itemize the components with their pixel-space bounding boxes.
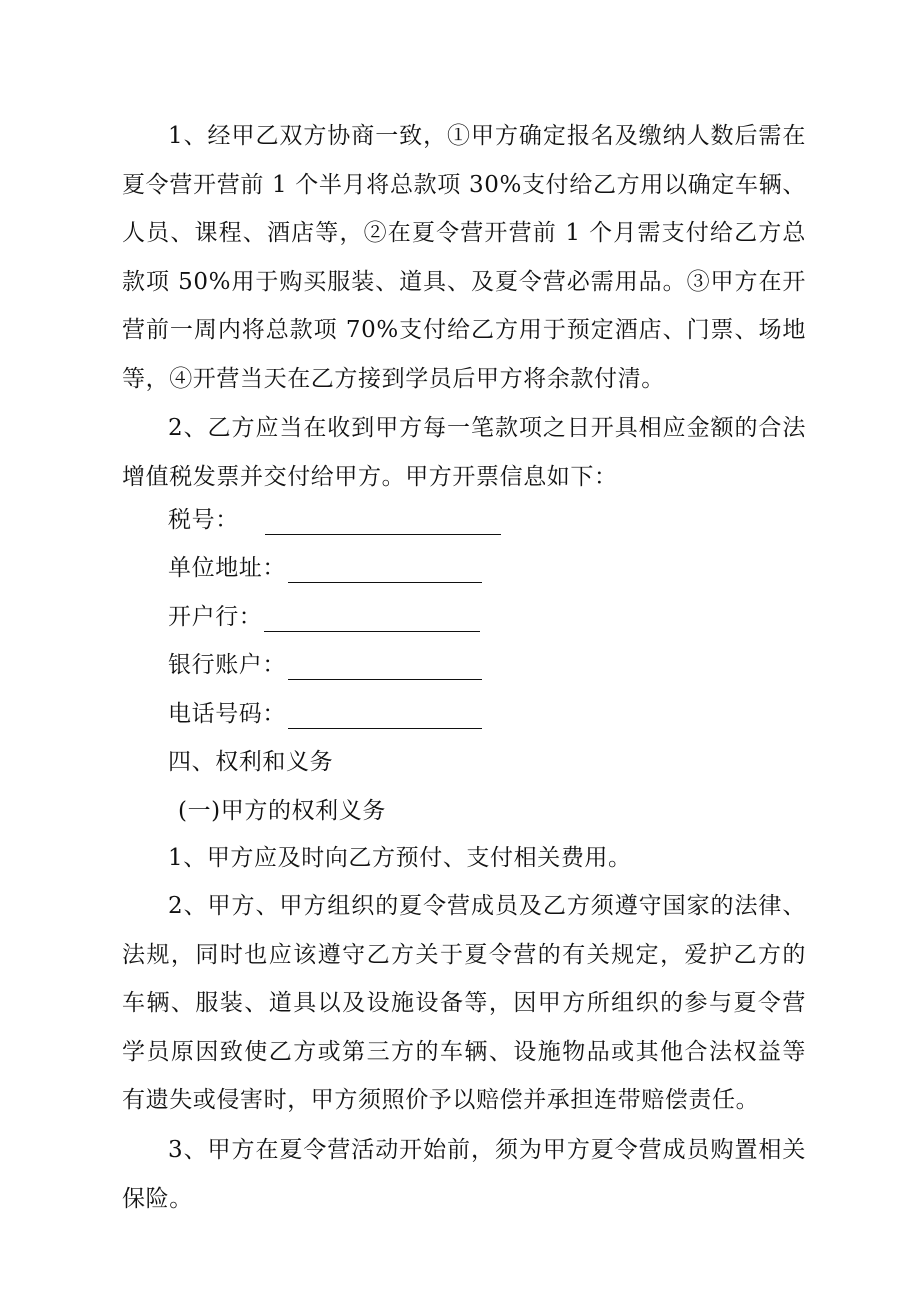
address-field	[168, 553, 482, 583]
payment-clause-1: 1、经甲乙双方协商一致，①甲方确定报名及缴纳人数后需在夏令营开营前 1 个半月将总款项 30%支付给乙方用以确定车辆、人员、课程、酒店等，②在夏令营开营前 1 个月需支付给乙方总款项 50%用于购买服装、道具、及夏令营必需用品。③甲方在开营前一周内将总款项 70%支付给乙方用于预定酒店、门票、场地等，④开营当天在乙方接到学员后甲方将余款付清。	[122, 123, 806, 392]
party-a-clause-1: 1、甲方应及时向乙方预付、支付相关费用。	[168, 845, 632, 871]
tax-id-field	[168, 505, 501, 535]
bank-field	[168, 602, 480, 632]
account-label: 银行账户：	[168, 652, 286, 678]
phone-label: 电话号码：	[168, 701, 286, 727]
account-blank[interactable]	[288, 653, 482, 680]
payment-clause-2: 2、乙方应当在收到甲方每一笔款项之日开具相应金额的合法增值税发票并交付给甲方。甲方开票信息如下：	[122, 415, 806, 490]
tax-id-blank[interactable]	[265, 508, 501, 535]
party-a-clause-2: 2、甲方、甲方组织的夏令营成员及乙方须遵守国家的法律、法规，同时也应该遵守乙方关于夏令营的有关规定，爱护乙方的车辆、服装、道具以及设施设备等，因甲方所组织的参与夏令营学员原因致使乙方或第三方的车辆、设施物品或其他合法权益等有遗失或侵害时，甲方须照价予以赔偿并承担连带赔偿责任。	[122, 893, 806, 1113]
phone-field	[168, 699, 482, 729]
section-4-title: 四、权利和义务	[168, 749, 334, 775]
tax-id-label: 税号：	[168, 507, 239, 533]
bank-blank[interactable]	[264, 605, 480, 632]
party-a-clause-3: 3、甲方在夏令营活动开始前，须为甲方夏令营成员购置相关保险。	[122, 1137, 806, 1212]
address-label: 单位地址：	[168, 555, 286, 581]
section-4-subtitle: (一)甲方的权利义务	[178, 798, 386, 824]
account-field	[168, 650, 482, 680]
bank-label: 开户行：	[168, 604, 263, 630]
phone-blank[interactable]	[288, 702, 482, 729]
address-blank[interactable]	[288, 556, 482, 583]
